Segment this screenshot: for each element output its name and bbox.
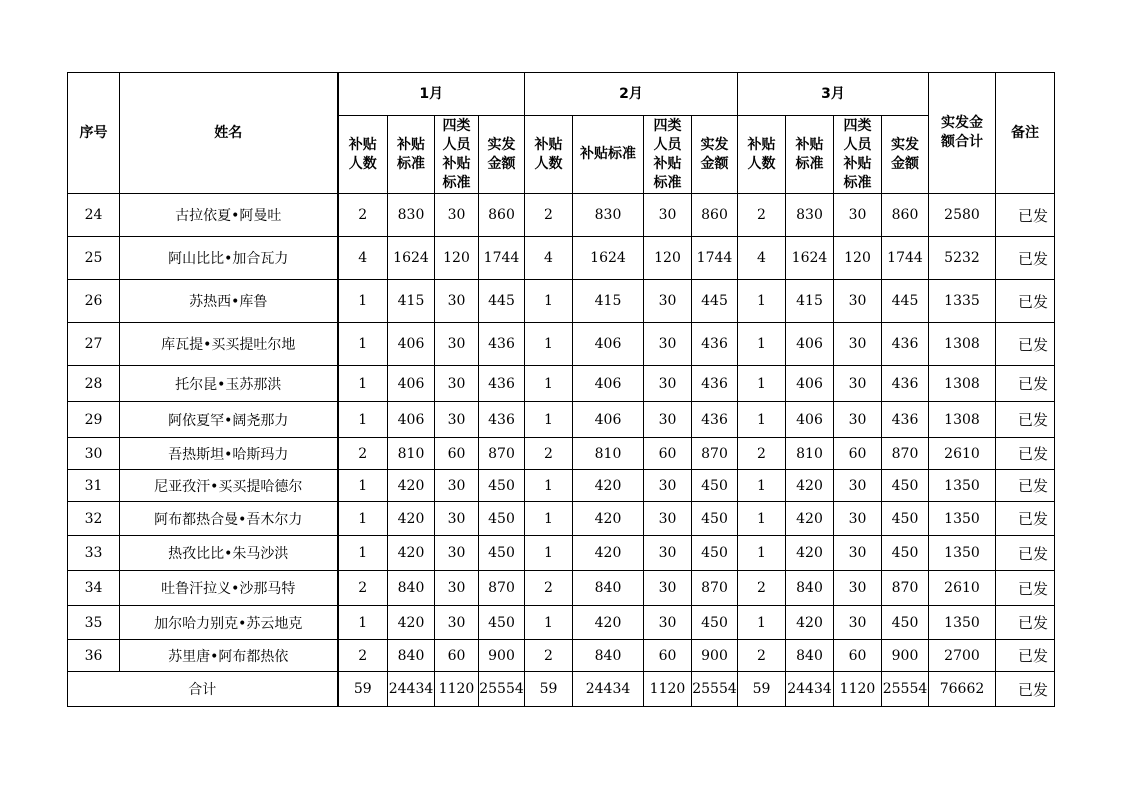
table-row	[68, 280, 1055, 323]
row-four-class: 30	[644, 606, 692, 640]
row-standard: 420	[786, 606, 834, 640]
row-standard: 420	[786, 470, 834, 502]
summary-note: 已发	[996, 672, 1055, 707]
header-subsidy-standard: 补贴标准	[388, 116, 435, 194]
row-standard: 406	[388, 323, 435, 366]
row-name: 苏热西•库鲁	[120, 280, 338, 323]
row-paid: 450	[692, 502, 738, 536]
header-total: 实发金额合计	[929, 73, 996, 194]
row-four-class: 30	[644, 470, 692, 502]
table-row	[68, 402, 1055, 438]
table-row	[68, 194, 1055, 237]
row-standard: 420	[573, 470, 644, 502]
row-paid: 860	[692, 194, 738, 237]
row-standard: 840	[786, 640, 834, 672]
row-name: 吾热斯坦•哈斯玛力	[120, 438, 338, 470]
row-seq: 33	[68, 536, 120, 571]
row-count: 1	[738, 280, 786, 323]
row-four-class: 60	[834, 438, 882, 470]
row-name: 库瓦提•买买提吐尔地	[120, 323, 338, 366]
row-paid: 450	[692, 470, 738, 502]
header-subsidy-count: 补贴人数	[525, 116, 573, 194]
row-count: 2	[738, 571, 786, 606]
row-four-class: 30	[644, 402, 692, 438]
row-count: 1	[525, 606, 573, 640]
header-name: 姓名	[120, 73, 338, 194]
row-four-class: 60	[834, 640, 882, 672]
row-paid: 870	[692, 571, 738, 606]
row-paid: 860	[479, 194, 525, 237]
row-count: 2	[338, 571, 388, 606]
row-name: 吐鲁汗拉义•沙那马特	[120, 571, 338, 606]
row-paid: 436	[479, 402, 525, 438]
row-seq: 25	[68, 237, 120, 280]
row-standard: 420	[388, 502, 435, 536]
row-paid: 436	[479, 323, 525, 366]
row-total: 1350	[929, 502, 996, 536]
row-standard: 1624	[786, 237, 834, 280]
row-seq: 32	[68, 502, 120, 536]
row-standard: 406	[573, 402, 644, 438]
row-four-class: 30	[644, 366, 692, 402]
row-count: 4	[338, 237, 388, 280]
row-standard: 420	[786, 502, 834, 536]
row-paid: 436	[882, 323, 929, 366]
row-total: 1308	[929, 323, 996, 366]
row-four-class: 60	[435, 438, 479, 470]
row-note: 已发	[996, 606, 1055, 640]
summary-four-class: 1120	[644, 672, 692, 707]
row-total: 1350	[929, 536, 996, 571]
table-row	[68, 323, 1055, 366]
row-standard: 840	[388, 640, 435, 672]
row-note: 已发	[996, 502, 1055, 536]
row-seq: 27	[68, 323, 120, 366]
row-four-class: 30	[435, 536, 479, 571]
row-paid: 870	[882, 438, 929, 470]
header-subsidy-count: 补贴人数	[338, 116, 388, 194]
row-standard: 830	[388, 194, 435, 237]
row-count: 1	[338, 606, 388, 640]
row-paid: 436	[692, 402, 738, 438]
table-row	[68, 438, 1055, 470]
row-note: 已发	[996, 237, 1055, 280]
row-standard: 810	[573, 438, 644, 470]
summary-paid: 25554	[882, 672, 929, 707]
row-count: 2	[338, 438, 388, 470]
row-four-class: 30	[644, 502, 692, 536]
row-standard: 420	[573, 606, 644, 640]
row-total: 1308	[929, 366, 996, 402]
row-standard: 415	[388, 280, 435, 323]
summary-four-class: 1120	[834, 672, 882, 707]
row-four-class: 30	[435, 280, 479, 323]
row-standard: 840	[573, 571, 644, 606]
row-four-class: 30	[834, 194, 882, 237]
row-standard: 406	[388, 366, 435, 402]
table-row	[68, 606, 1055, 640]
row-four-class: 120	[834, 237, 882, 280]
row-four-class: 120	[644, 237, 692, 280]
row-standard: 420	[388, 606, 435, 640]
row-count: 4	[525, 237, 573, 280]
subsidy-table	[67, 72, 1055, 707]
row-name: 加尔哈力别克•苏云地克	[120, 606, 338, 640]
table-row	[68, 470, 1055, 502]
row-paid: 450	[479, 470, 525, 502]
row-count: 1	[338, 280, 388, 323]
row-standard: 840	[388, 571, 435, 606]
row-paid: 436	[692, 366, 738, 402]
row-four-class: 30	[644, 571, 692, 606]
row-count: 2	[738, 438, 786, 470]
row-count: 1	[525, 470, 573, 502]
table-row	[68, 237, 1055, 280]
summary-count: 59	[338, 672, 388, 707]
header-subsidy-standard: 补贴标准	[573, 116, 644, 194]
header-subsidy-standard: 补贴标准	[786, 116, 834, 194]
summary-four-class: 1120	[435, 672, 479, 707]
row-four-class: 30	[834, 402, 882, 438]
row-note: 已发	[996, 640, 1055, 672]
summary-paid: 25554	[692, 672, 738, 707]
row-count: 1	[338, 323, 388, 366]
row-count: 1	[738, 470, 786, 502]
row-count: 2	[525, 438, 573, 470]
row-count: 4	[738, 237, 786, 280]
row-count: 2	[338, 194, 388, 237]
row-paid: 436	[479, 366, 525, 402]
row-standard: 415	[786, 280, 834, 323]
row-paid: 870	[882, 571, 929, 606]
row-name: 热孜比比•朱马沙洪	[120, 536, 338, 571]
row-count: 1	[525, 280, 573, 323]
row-count: 1	[738, 366, 786, 402]
row-count: 2	[338, 640, 388, 672]
header-month-3: 3月	[738, 73, 929, 116]
row-standard: 406	[786, 402, 834, 438]
row-four-class: 60	[644, 438, 692, 470]
row-paid: 445	[882, 280, 929, 323]
row-standard: 420	[388, 470, 435, 502]
row-paid: 436	[882, 402, 929, 438]
row-standard: 420	[388, 536, 435, 571]
row-four-class: 30	[435, 470, 479, 502]
row-name: 古拉依夏•阿曼吐	[120, 194, 338, 237]
header-note: 备注	[996, 73, 1055, 194]
row-paid: 870	[692, 438, 738, 470]
row-four-class: 30	[435, 402, 479, 438]
row-four-class: 30	[435, 502, 479, 536]
row-four-class: 30	[644, 280, 692, 323]
row-four-class: 30	[435, 606, 479, 640]
row-four-class: 60	[644, 640, 692, 672]
row-count: 1	[525, 502, 573, 536]
row-count: 1	[738, 502, 786, 536]
row-paid: 436	[882, 366, 929, 402]
row-four-class: 30	[834, 606, 882, 640]
row-standard: 420	[573, 536, 644, 571]
row-note: 已发	[996, 571, 1055, 606]
row-count: 1	[525, 366, 573, 402]
row-name: 尼亚孜汗•买买提哈德尔	[120, 470, 338, 502]
row-paid: 450	[882, 606, 929, 640]
header-paid-amount: 实发金额	[692, 116, 738, 194]
row-total: 1308	[929, 402, 996, 438]
row-standard: 406	[388, 402, 435, 438]
table-row	[68, 640, 1055, 672]
row-count: 1	[338, 536, 388, 571]
row-name: 苏里唐•阿布都热依	[120, 640, 338, 672]
row-seq: 31	[68, 470, 120, 502]
summary-standard: 24434	[786, 672, 834, 707]
row-count: 1	[338, 402, 388, 438]
row-count: 1	[338, 366, 388, 402]
row-four-class: 30	[435, 571, 479, 606]
row-standard: 1624	[573, 237, 644, 280]
row-seq: 34	[68, 571, 120, 606]
summary-standard: 24434	[388, 672, 435, 707]
row-total: 2580	[929, 194, 996, 237]
row-paid: 450	[882, 502, 929, 536]
row-four-class: 30	[435, 323, 479, 366]
header-four-class-standard: 四类人员补贴标准	[834, 116, 882, 194]
row-seq: 35	[68, 606, 120, 640]
row-paid: 445	[692, 280, 738, 323]
row-paid: 1744	[692, 237, 738, 280]
row-note: 已发	[996, 323, 1055, 366]
row-paid: 1744	[882, 237, 929, 280]
row-note: 已发	[996, 194, 1055, 237]
header-month-2: 2月	[525, 73, 738, 116]
row-paid: 450	[692, 536, 738, 571]
row-standard: 1624	[388, 237, 435, 280]
header-paid-amount: 实发金额	[479, 116, 525, 194]
row-paid: 860	[882, 194, 929, 237]
summary-count: 59	[738, 672, 786, 707]
row-paid: 450	[692, 606, 738, 640]
row-four-class: 30	[834, 536, 882, 571]
summary-count: 59	[525, 672, 573, 707]
summary-label: 合计	[68, 672, 338, 707]
summary-paid: 25554	[479, 672, 525, 707]
row-total: 5232	[929, 237, 996, 280]
row-paid: 900	[479, 640, 525, 672]
row-four-class: 30	[644, 194, 692, 237]
row-count: 2	[525, 571, 573, 606]
row-standard: 840	[786, 571, 834, 606]
table-row	[68, 536, 1055, 571]
row-seq: 24	[68, 194, 120, 237]
row-count: 1	[338, 470, 388, 502]
row-count: 1	[738, 606, 786, 640]
row-paid: 870	[479, 571, 525, 606]
row-standard: 406	[573, 366, 644, 402]
row-standard: 406	[786, 323, 834, 366]
row-paid: 450	[479, 606, 525, 640]
row-paid: 450	[479, 502, 525, 536]
row-count: 2	[738, 640, 786, 672]
row-note: 已发	[996, 280, 1055, 323]
row-four-class: 60	[435, 640, 479, 672]
row-total: 1350	[929, 470, 996, 502]
header-four-class-standard: 四类人员补贴标准	[435, 116, 479, 194]
row-standard: 810	[388, 438, 435, 470]
row-paid: 900	[692, 640, 738, 672]
row-four-class: 30	[834, 366, 882, 402]
row-count: 1	[525, 323, 573, 366]
header-subsidy-count: 补贴人数	[738, 116, 786, 194]
row-standard: 406	[786, 366, 834, 402]
row-paid: 436	[692, 323, 738, 366]
row-count: 1	[525, 536, 573, 571]
row-paid: 450	[882, 536, 929, 571]
summary-grand-total: 76662	[929, 672, 996, 707]
row-name: 托尔昆•玉苏那洪	[120, 366, 338, 402]
row-seq: 29	[68, 402, 120, 438]
row-paid: 450	[479, 536, 525, 571]
row-count: 1	[738, 402, 786, 438]
row-total: 1335	[929, 280, 996, 323]
row-standard: 830	[786, 194, 834, 237]
row-count: 1	[525, 402, 573, 438]
row-note: 已发	[996, 536, 1055, 571]
row-four-class: 30	[834, 470, 882, 502]
header-paid-amount: 实发金额	[882, 116, 929, 194]
row-four-class: 30	[435, 366, 479, 402]
row-standard: 840	[573, 640, 644, 672]
row-seq: 36	[68, 640, 120, 672]
row-four-class: 30	[435, 194, 479, 237]
row-seq: 28	[68, 366, 120, 402]
row-count: 1	[738, 323, 786, 366]
row-name: 阿山比比•加合瓦力	[120, 237, 338, 280]
row-paid: 450	[882, 470, 929, 502]
table-row	[68, 571, 1055, 606]
row-paid: 870	[479, 438, 525, 470]
row-total: 2610	[929, 438, 996, 470]
row-standard: 830	[573, 194, 644, 237]
row-name: 阿依夏罕•阔尧那力	[120, 402, 338, 438]
row-four-class: 30	[834, 280, 882, 323]
row-four-class: 120	[435, 237, 479, 280]
row-paid: 445	[479, 280, 525, 323]
row-paid: 900	[882, 640, 929, 672]
row-four-class: 30	[834, 502, 882, 536]
header-seq: 序号	[68, 73, 120, 194]
row-seq: 30	[68, 438, 120, 470]
row-note: 已发	[996, 366, 1055, 402]
row-note: 已发	[996, 470, 1055, 502]
row-standard: 420	[573, 502, 644, 536]
row-count: 1	[338, 502, 388, 536]
row-total: 1350	[929, 606, 996, 640]
row-note: 已发	[996, 438, 1055, 470]
row-four-class: 30	[644, 536, 692, 571]
row-total: 2610	[929, 571, 996, 606]
table-row	[68, 502, 1055, 536]
row-seq: 26	[68, 280, 120, 323]
row-standard: 420	[786, 536, 834, 571]
row-standard: 406	[573, 323, 644, 366]
row-count: 2	[525, 640, 573, 672]
row-four-class: 30	[834, 323, 882, 366]
row-standard: 415	[573, 280, 644, 323]
row-count: 1	[738, 536, 786, 571]
summary-standard: 24434	[573, 672, 644, 707]
row-four-class: 30	[834, 571, 882, 606]
row-count: 2	[525, 194, 573, 237]
table-row	[68, 366, 1055, 402]
header-month-1: 1月	[338, 73, 525, 116]
row-standard: 810	[786, 438, 834, 470]
row-note: 已发	[996, 402, 1055, 438]
row-four-class: 30	[644, 323, 692, 366]
row-count: 2	[738, 194, 786, 237]
header-four-class-standard: 四类人员补贴标准	[644, 116, 692, 194]
row-name: 阿布都热合曼•吾木尔力	[120, 502, 338, 536]
row-total: 2700	[929, 640, 996, 672]
row-paid: 1744	[479, 237, 525, 280]
